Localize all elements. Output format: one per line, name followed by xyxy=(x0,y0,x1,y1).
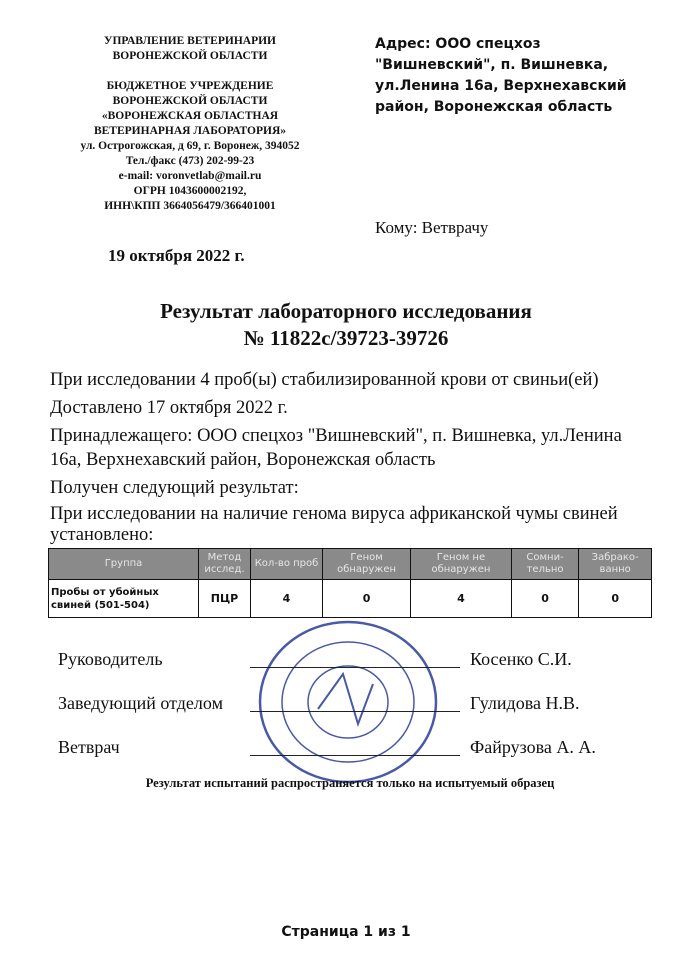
signature-name: Косенко С.И. xyxy=(470,649,572,669)
header-spacer xyxy=(70,64,310,79)
table-cell: 0 xyxy=(323,580,411,618)
table-cell: 4 xyxy=(251,580,323,618)
table-cell: 0 xyxy=(511,580,579,618)
column-header: Забрако-ванно xyxy=(579,549,652,580)
signatures-block xyxy=(48,626,652,758)
results-table xyxy=(48,548,652,618)
header-line: e-mail: voronvetlab@mail.ru xyxy=(118,170,262,182)
header-line: ОГРН 1043600002192, xyxy=(133,185,247,197)
header-line: ВОРОНЕЖСКОЙ ОБЛАСТИ xyxy=(112,50,268,62)
signature-line xyxy=(250,667,460,668)
body-paragraph: При исследовании на наличие генома вируса африканской чумы свиней установлено: xyxy=(50,504,618,545)
recipient-address: Адрес: ООО спецхоз "Вишневский", п. Вишневка, ул.Ленина 16а, Верхнехавский район, Воронежская область xyxy=(375,36,627,115)
body-paragraph: Принадлежащего: ООО спецхоз "Вишневский", п. Вишневка, ул.Ленина 16а, Верхнехавский район, Воронежская область xyxy=(50,426,622,470)
table-cell: ПЦР xyxy=(199,580,251,618)
column-header: Сомни-тельно xyxy=(511,549,579,580)
column-header: Геном не обнаружен xyxy=(411,549,512,580)
document-content xyxy=(48,368,652,791)
signature-role: Руководитель xyxy=(58,649,163,669)
table-cell: 0 xyxy=(579,580,652,618)
signature-line xyxy=(250,711,460,712)
official-stamp xyxy=(248,614,448,789)
table-header-row xyxy=(49,549,652,580)
table-cell: 4 xyxy=(411,580,512,618)
header-line: ул. Острогожская, д 69, г. Воронеж, 394052 xyxy=(80,140,300,152)
signature-role: Заведующий отделом xyxy=(58,693,223,713)
result-number: № 11822с/39723-39726 xyxy=(243,326,449,350)
table-row xyxy=(49,580,652,618)
disclaimer-note: Результат испытаний распространяется только на испытуемый образец xyxy=(145,776,555,790)
document-body xyxy=(48,368,652,546)
column-header: Группа xyxy=(49,549,199,580)
signature-name: Файрузова А. А. xyxy=(470,737,596,757)
column-header: Геном обнаружен xyxy=(323,549,411,580)
header-line: ВОРОНЕЖСКОЙ ОБЛАСТИ xyxy=(112,95,268,107)
header-line: Тел./факс (473) 202-99-23 xyxy=(125,155,255,167)
body-paragraph: Доставлено 17 октября 2022 г. xyxy=(50,398,288,418)
header-line: «ВОРОНЕЖСКАЯ ОБЛАСТНАЯ xyxy=(101,110,279,122)
document-date: 19 октября 2022 г. xyxy=(108,246,245,265)
organization-header xyxy=(70,34,310,214)
body-paragraph: Получен следующий результат: xyxy=(50,478,299,498)
header-line: УПРАВЛЕНИЕ ВЕТЕРИНАРИИ xyxy=(104,35,276,47)
header-line: ИНН\КПП 3664056479/366401001 xyxy=(104,200,276,212)
header-line: ВЕТЕРИНАРНАЯ ЛАБОРАТОРИЯ» xyxy=(93,125,287,137)
header-line: БЮДЖЕТНОЕ УЧРЕЖДЕНИЕ xyxy=(106,80,274,92)
recipient: Кому: Ветврачу xyxy=(375,218,489,237)
column-header: Метод исслед. xyxy=(199,549,251,580)
title-line: Результат лабораторного исследования xyxy=(160,299,532,323)
table-cell: Пробы от убойных свиней (501-504) xyxy=(49,580,199,618)
document-title xyxy=(0,298,692,352)
body-paragraph: При исследовании 4 проб(ы) стабилизированной крови от свиньи(ей) xyxy=(50,370,599,390)
signature-line xyxy=(250,755,460,756)
signature-role: Ветврач xyxy=(58,737,120,757)
signature-name: Гулидова Н.В. xyxy=(470,693,580,713)
column-header: Кол-во проб xyxy=(251,549,323,580)
page-number: Страница 1 из 1 xyxy=(281,924,411,940)
